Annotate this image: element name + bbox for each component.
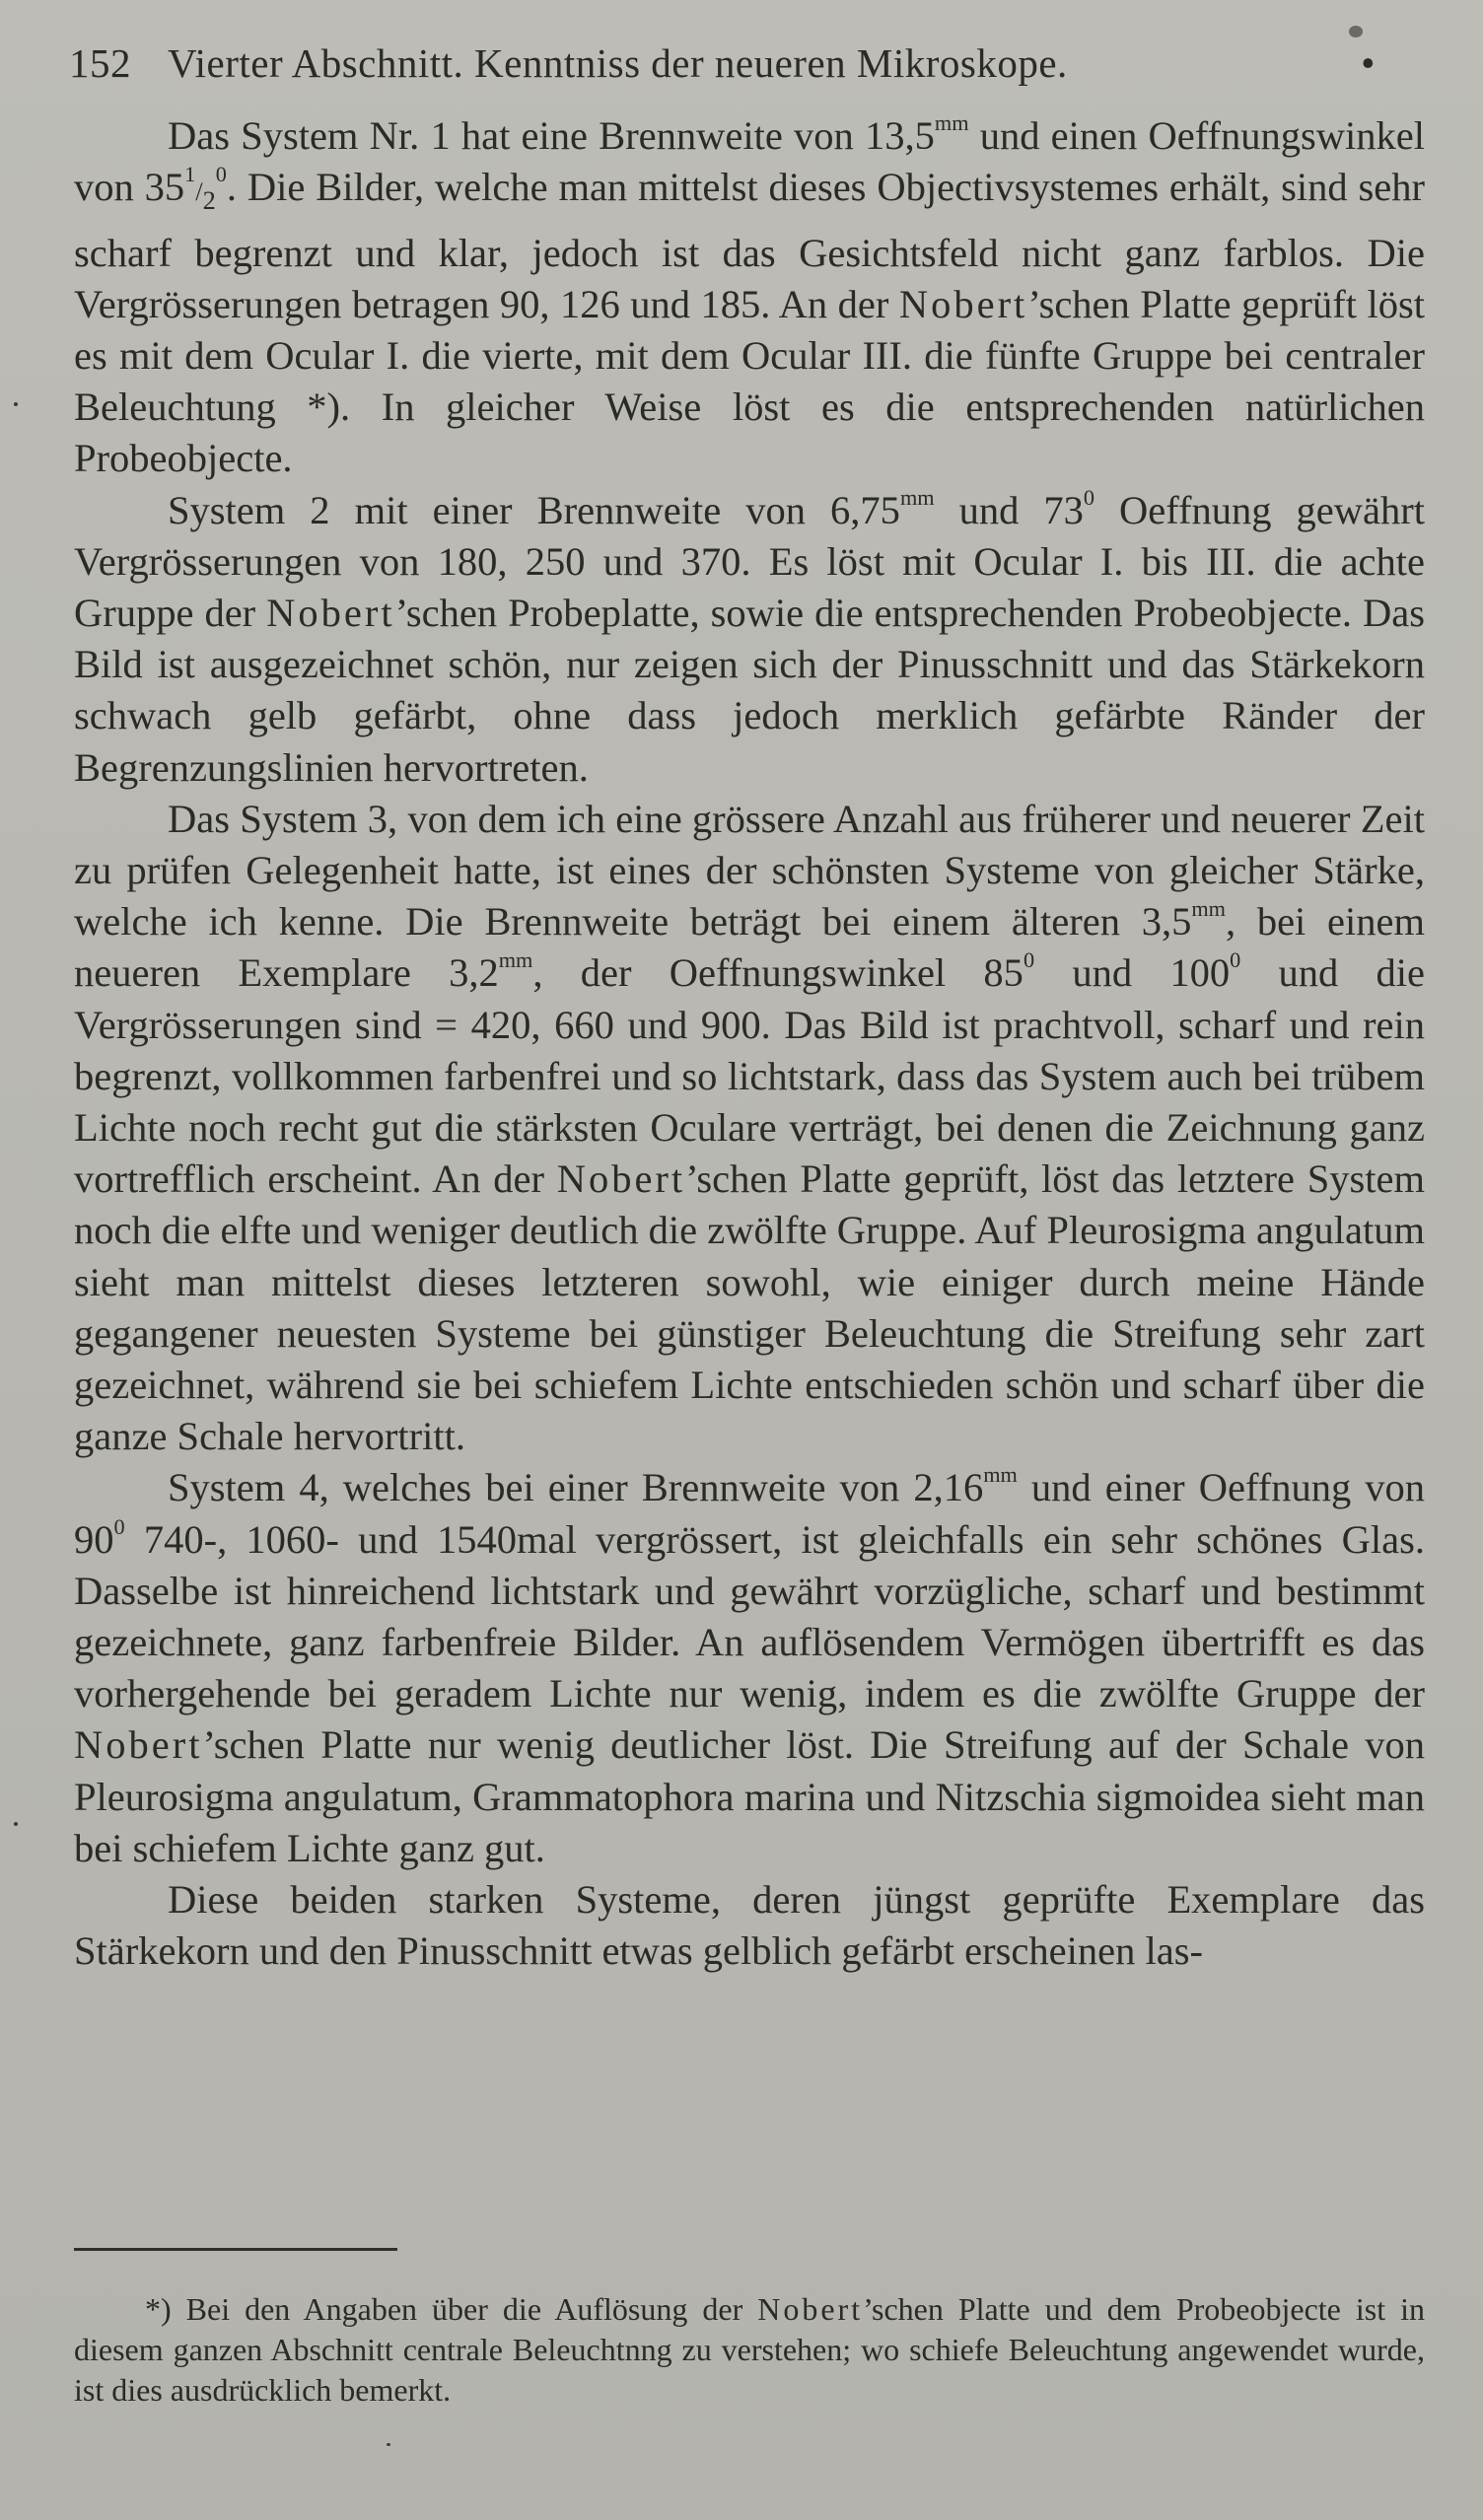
paragraph-strong-systems (74, 1874, 1425, 1977)
name-nobert: Nobert (898, 281, 1028, 326)
superscript-degree: 0 (215, 162, 227, 187)
superscript-degree: 0 (113, 1513, 125, 1539)
text-run: ’schen Platte und dem Probeobjecte ist in diesem ganzen Abschnitt centrale Beleuchtnng zu verstehen; wo schiefe Beleuchtung angewendet wurde, ist dies ausdrücklich bemerkt. (74, 2291, 1426, 2408)
superscript-unit: mm (899, 484, 935, 510)
body-text (74, 110, 1425, 1977)
paragraph-system-1 (74, 110, 1425, 485)
name-nobert: Nobert (74, 1722, 203, 1768)
print-speck (1349, 26, 1363, 37)
name-nobert: Nobert (556, 1156, 686, 1202)
fraction-denominator: 2 (202, 186, 216, 216)
text-run: und 73 (934, 487, 1084, 532)
print-speck (14, 402, 18, 406)
print-speck (387, 2443, 390, 2446)
superscript-degree: 0 (1230, 947, 1241, 973)
text-run: und die Vergrösserungen sind = 420, 660 und 900. Das Bild ist prachtvoll, scharf und rein begrenzt, vollkommen farbenfrei und so lichtstark, dass das System auch bei trübem Lichte noch recht gut die stärksten Oculare verträgt, bei denen die Zeichnung ganz vortrefflich erscheint. An der (74, 950, 1425, 1202)
superscript-unit: mm (934, 110, 969, 136)
text-run: Diese beiden starken Systeme, deren jüngst geprüfte Exemplare das Stärkekorn und den Pinusschnitt etwas gelblich gefärbt erscheinen las- (74, 1877, 1425, 1974)
superscript-degree: 0 (1023, 947, 1035, 973)
text-run: Das System Nr. 1 hat eine Brennweite von 13,5 (168, 113, 935, 158)
superscript-degree: 0 (1083, 484, 1095, 510)
text-run: *) Bei den Angaben über die Auflösung der (145, 2291, 758, 2327)
print-speck (14, 1822, 18, 1826)
fraction-numerator: 1 (184, 162, 196, 187)
paragraph-system-3 (74, 794, 1425, 1463)
superscript-unit: mm (1191, 896, 1226, 922)
fraction-slash: / (195, 177, 203, 207)
header-dot-mark: • (1361, 40, 1376, 86)
text-run: Oeffnung gewährt Vergrösserungen von 180, 250 und 370. Es löst mit Ocular I. bis III. die achte Gruppe der (74, 487, 1425, 635)
paragraph-system-4 (74, 1462, 1425, 1874)
superscript-unit: mm (498, 947, 533, 973)
text-run: System 4, welches bei einer Brennweite von 2,16 (168, 1465, 984, 1510)
footnote (74, 2289, 1425, 2411)
text-run: und 100 (1034, 950, 1231, 996)
superscript-unit: mm (983, 1462, 1018, 1488)
header-title: Vierter Abschnitt. Kenntniss der neueren Mikroskope. (168, 40, 1068, 86)
text-run: ’schen Platte nur wenig deutlicher löst. Die Streifung auf der Schale von Pleurosigma angulatum, Grammatophora marina und Nitzschia sigmoidea sieht man bei schiefem Lichte ganz gut. (74, 1722, 1425, 1870)
text-run: und einen Oeffnungswinkel von 35 (74, 113, 1425, 210)
text-run: 740-, 1060- und 1540mal vergrössert, ist gleichfalls ein sehr schönes Glas. Dasselbe ist hinreichend lichtstark und gewährt vorzügliche, scharf und bestimmt gezeichnete, ganz farbenfreie Bilder. An auflösendem Vermögen übertrifft es das vorhergehende bei geradem Lichte nur wenig, indem es die zwölfte Gruppe der (74, 1516, 1425, 1716)
text-run: Das System 3, von dem ich eine grössere Anzahl aus früherer und neuerer Zeit zu prüfen Gelegenheit hatte, ist eines der schönsten Systeme von gleicher Stärke, welche ich kenne. Die Brennweite beträgt bei einem älteren 3,5 (74, 796, 1425, 945)
running-header (69, 39, 1430, 99)
text-run: ’schen Platte geprüft, löst das letztere System noch die elfte und weniger deutlich die zwölfte Gruppe. Auf Pleurosigma angulatum sieht man mittelst dieses letzteren sowohl, wie einiger durch meine Hände gegangener neuesten Systeme bei günstiger Beleuchtung die Streifung sehr zart gezeichnet, während sie bei schiefem Lichte entschieden schön und scharf über die ganze Schale hervortritt. (74, 1156, 1425, 1459)
paragraph-system-2 (74, 485, 1425, 794)
name-nobert: Nobert (757, 2291, 864, 2327)
text-run: ’schen Platte geprüft löst es mit dem Ocular I. die vierte, mit dem Ocular III. die fünfte Gruppe bei centraler Beleuchtung *). In gleicher Weise löst es die entsprechenden natürlichen Probeobjecte. (74, 281, 1425, 481)
footnote-divider (74, 2248, 397, 2251)
text-run: und einer Oeffnung von 90 (74, 1465, 1425, 1562)
text-run: , der Oeffnungswinkel 85 (532, 950, 1024, 996)
text-run: , bei einem neueren Exemplare 3,2 (74, 899, 1425, 996)
text-run: ’schen Probeplatte, sowie die entsprechenden Probeobjecte. Das Bild ist ausgezeichnet schön, nur zeigen sich der Pinusschnitt und das Stärkekorn schwach gelb gefärbt, ohne dass jedoch merklich gefärbte Ränder der Begrenzungslinien hervortreten. (74, 590, 1425, 790)
name-nobert: Nobert (266, 590, 395, 635)
page-number: 152 (69, 40, 131, 86)
text-run: . Die Bilder, welche man mittelst dieses Objectivsystemes erhält, sind sehr scharf begrenzt und klar, jedoch ist das Gesichtsfeld nicht ganz farblos. Die Vergrösserungen betragen 90, 126 und 185. An der (74, 165, 1425, 326)
text-run: System 2 mit einer Brennweite von 6,75 (168, 487, 900, 532)
